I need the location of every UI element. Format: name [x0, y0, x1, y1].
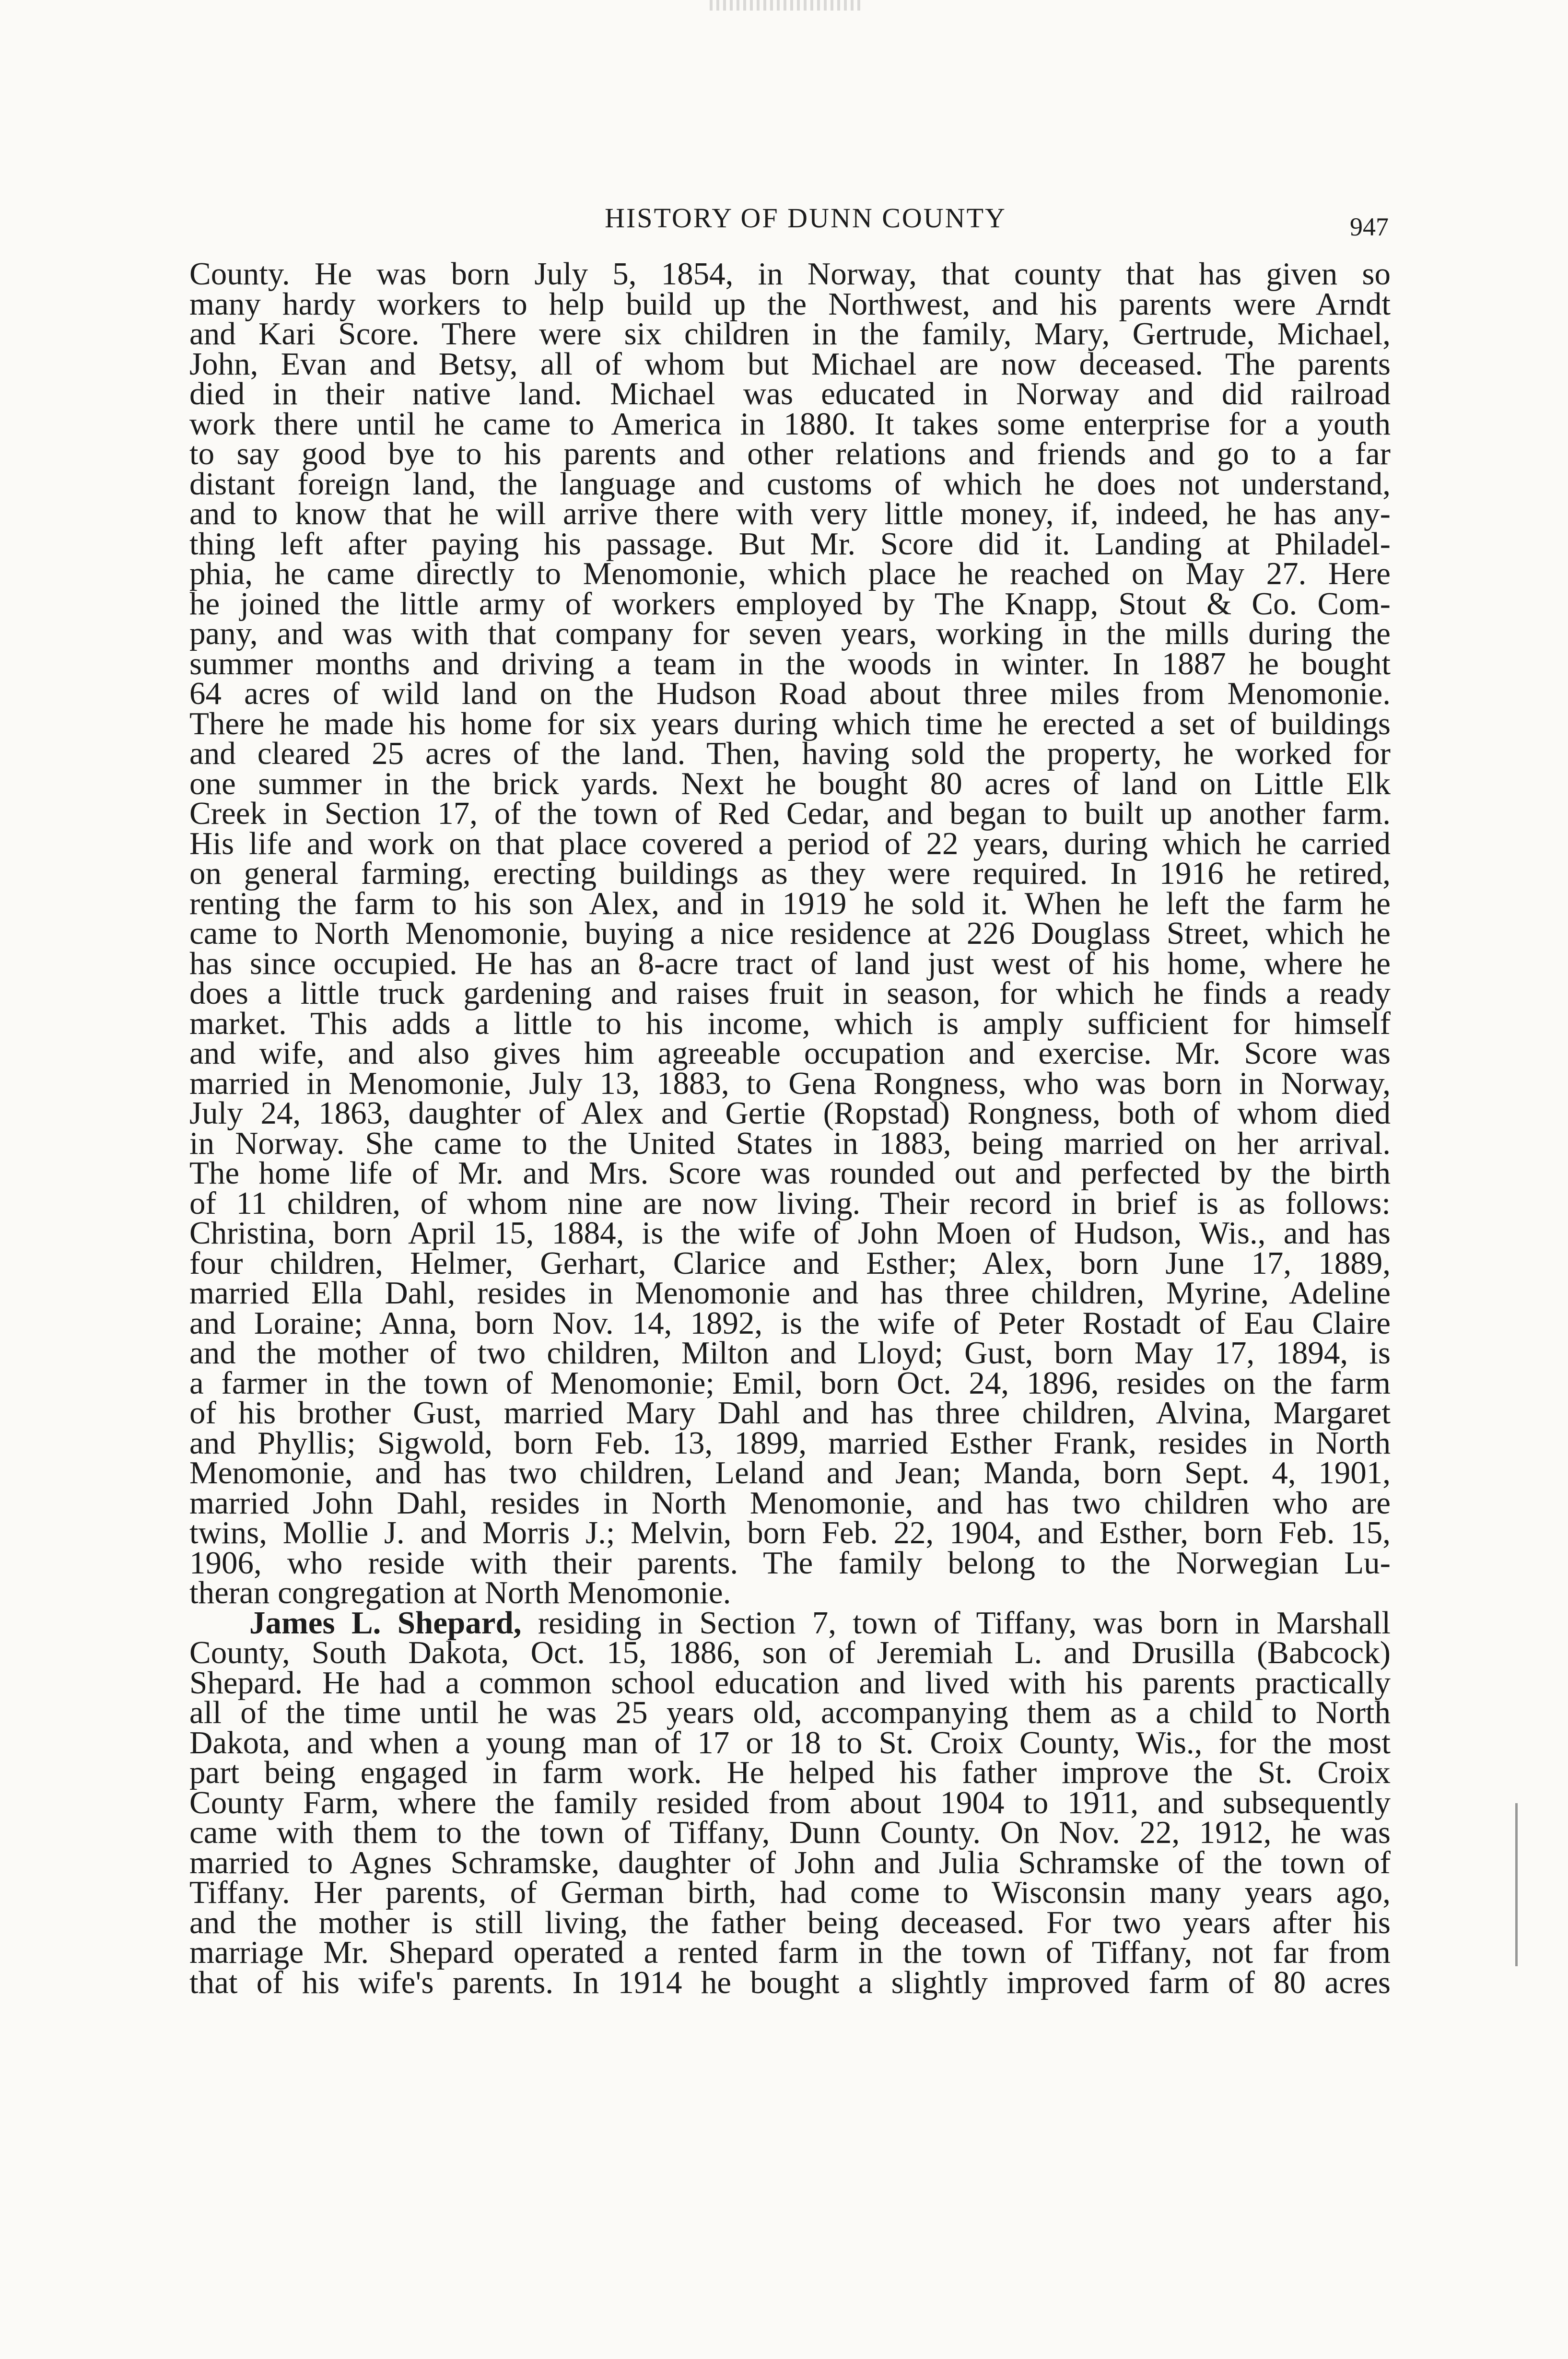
- text-line: of 11 children, of whom nine are now living. Their record in brief is as follows:: [189, 1185, 1391, 1221]
- scan-artifact-edge: [1515, 1803, 1518, 1966]
- text-line: of his brother Gust, married Mary Dahl and has three children, Alvina, Margaret: [189, 1395, 1391, 1431]
- text-line: all of the time until he was 25 years old, accompanying them as a child to North: [189, 1695, 1391, 1730]
- text-line: County Farm, where the family resided from about 1904 to 1911, and subsequently: [189, 1784, 1391, 1820]
- text-line: in Norway. She came to the United States in 1883, being married on her arrival.: [189, 1125, 1391, 1161]
- text-line: Tiffany. Her parents, of German birth, had come to Wisconsin many years ago,: [189, 1875, 1391, 1910]
- page-number: 947: [1350, 212, 1389, 241]
- text-line: Shepard. He had a common school education and lived with his parents practically: [189, 1665, 1391, 1701]
- text-line: [189, 1605, 1391, 1641]
- text-line: and Phyllis; Sigwold, born Feb. 13, 1899, married Esther Frank, resides in North: [189, 1425, 1391, 1461]
- text-line: work there until he came to America in 1880. It takes some enterprise for a youth: [189, 406, 1391, 442]
- text-line: does a little truck gardening and raises fruit in season, for which he finds a ready: [189, 975, 1391, 1011]
- text-line: County, South Dakota, Oct. 15, 1886, son of Jeremiah L. and Drusilla (Babcock): [189, 1635, 1391, 1670]
- text-line: on general farming, erecting buildings as they were required. In 1916 he retired,: [189, 856, 1391, 891]
- text-line: he joined the little army of workers employed by The Knapp, Stout & Co. Com-: [189, 586, 1391, 622]
- text-line: died in their native land. Michael was educated in Norway and did railroad: [189, 376, 1391, 411]
- text-line: Creek in Section 17, of the town of Red Cedar, and began to built up another farm.: [189, 796, 1391, 831]
- text-fragment: residing in Section 7, town of Tiffany, was born in Marshall: [521, 1605, 1391, 1641]
- text-line: four children, Helmer, Gerhart, Clarice and Esther; Alex, born June 17, 1889,: [189, 1245, 1391, 1281]
- paragraph-score-biography: [189, 256, 1391, 1610]
- text-line: came with them to the town of Tiffany, Dunn County. On Nov. 22, 1912, he was: [189, 1815, 1391, 1850]
- text-line: His life and work on that place covered a period of 22 years, during which he carried: [189, 825, 1391, 861]
- text-line: and the mother of two children, Milton and Lloyd; Gust, born May 17, 1894, is: [189, 1335, 1391, 1371]
- text-line: July 24, 1863, daughter of Alex and Gertie (Ropstad) Rongness, both of whom died: [189, 1095, 1391, 1131]
- text-line: 64 acres of wild land on the Hudson Road about three miles from Menomonie.: [189, 676, 1391, 711]
- text-line: Christina, born April 15, 1884, is the wife of John Moen of Hudson, Wis., and has: [189, 1215, 1391, 1251]
- text-line: marriage Mr. Shepard operated a rented farm in the town of Tiffany, not far from: [189, 1935, 1391, 1970]
- body-text: [189, 256, 1391, 2000]
- text-line: summer months and driving a team in the woods in winter. In 1887 he bought: [189, 645, 1391, 681]
- text-line: a farmer in the town of Menomonie; Emil, born Oct. 24, 1896, resides on the farm: [189, 1365, 1391, 1401]
- text-line: There he made his home for six years during which time he erected a set of buildings: [189, 705, 1391, 741]
- text-line: that of his wife's parents. In 1914 he bought a slightly improved farm of 80 acres: [189, 1964, 1391, 2000]
- text-line: and Kari Score. There were six children in the family, Mary, Gertrude, Michael,: [189, 316, 1391, 352]
- text-line: to say good bye to his parents and other relations and friends and go to a far: [189, 436, 1391, 471]
- text-line: phia, he came directly to Menomonie, which place he reached on May 27. Here: [189, 556, 1391, 591]
- text-line: John, Evan and Betsy, all of whom but Michael are now deceased. The parents: [189, 346, 1391, 382]
- text-line: has since occupied. He has an 8-acre tract of land just west of his home, where he: [189, 945, 1391, 981]
- text-line: one summer in the brick yards. Next he bought 80 acres of land on Little Elk: [189, 765, 1391, 801]
- text-line: The home life of Mr. and Mrs. Score was rounded out and perfected by the birth: [189, 1155, 1391, 1191]
- text-line: and cleared 25 acres of the land. Then, having sold the property, he worked for: [189, 736, 1391, 771]
- text-line: and wife, and also gives him agreeable occupation and exercise. Mr. Score was: [189, 1035, 1391, 1071]
- text-line: pany, and was with that company for seven years, working in the mills during the: [189, 616, 1391, 651]
- text-line: many hardy workers to help build up the Northwest, and his parents were Arndt: [189, 286, 1391, 322]
- text-line: distant foreign land, the language and customs of which he does not understand,: [189, 466, 1391, 502]
- text-line: part being engaged in farm work. He helped his father improve the St. Croix: [189, 1755, 1391, 1790]
- text-line: thing left after paying his passage. But Mr. Score did it. Landing at Philadel-: [189, 526, 1391, 562]
- text-line: married John Dahl, resides in North Menomonie, and has two children who are: [189, 1485, 1391, 1521]
- scan-artifact: [710, 0, 863, 11]
- person-name: James L. Shepard,: [249, 1605, 522, 1641]
- text-line: came to North Menomonie, buying a nice residence at 226 Douglass Street, which he: [189, 915, 1391, 951]
- text-line: Menomonie, and has two children, Leland and Jean; Manda, born Sept. 4, 1901,: [189, 1455, 1391, 1491]
- text-line: 1906, who reside with their parents. The family belong to the Norwegian Lu-: [189, 1545, 1391, 1581]
- text-line: and to know that he will arrive there with very little money, if, indeed, he has any-: [189, 496, 1391, 531]
- text-line: and the mother is still living, the father being deceased. For two years after his: [189, 1904, 1391, 1940]
- text-line: theran congregation at North Menomonie.: [189, 1575, 731, 1610]
- text-line: married Ella Dahl, resides in Menomonie and has three children, Myrine, Adeline: [189, 1275, 1391, 1311]
- text-line: renting the farm to his son Alex, and in 1919 he sold it. When he left the farm he: [189, 885, 1391, 921]
- text-line: market. This adds a little to his income, which is amply sufficient for himself: [189, 1005, 1391, 1041]
- running-header: HISTORY OF DUNN COUNTY: [605, 202, 1006, 234]
- text-line: married to Agnes Schramske, daughter of John and Julia Schramske of the town of: [189, 1844, 1391, 1880]
- text-line: twins, Mollie J. and Morris J.; Melvin, born Feb. 22, 1904, and Esther, born Feb. 15,: [189, 1515, 1391, 1550]
- text-line: County. He was born July 5, 1854, in Norway, that county that has given so: [189, 256, 1391, 292]
- text-line: Dakota, and when a young man of 17 or 18 to St. Croix County, Wis., for the most: [189, 1725, 1391, 1760]
- text-line: married in Menomonie, July 13, 1883, to Gena Rongness, who was born in Norway,: [189, 1065, 1391, 1101]
- paragraph-shepard-biography: [189, 1605, 1391, 2000]
- text-line: and Loraine; Anna, born Nov. 14, 1892, is the wife of Peter Rostadt of Eau Claire: [189, 1305, 1391, 1341]
